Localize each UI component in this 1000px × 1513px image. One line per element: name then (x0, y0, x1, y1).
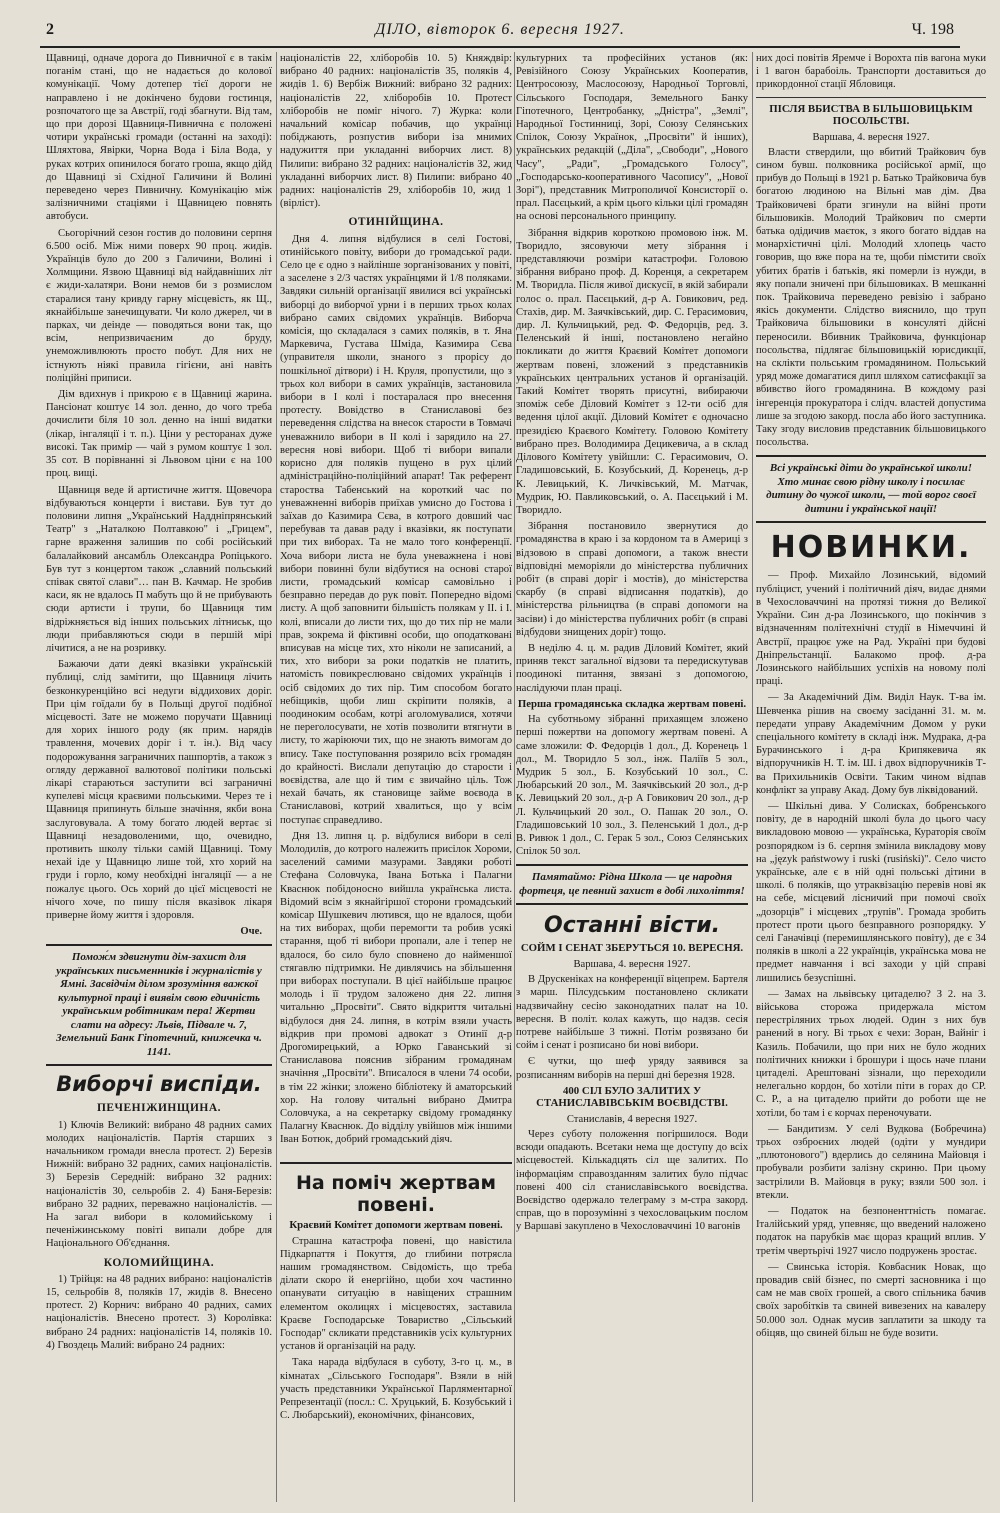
issue-number: Ч. 198 (911, 21, 954, 38)
region-heading: КОЛОМИЙЩИНА. (103, 1256, 215, 1269)
article-paragraph: Бажаючи дати деякі вказівки українській публиці, слід замітити, що Щавниця лічить безконкуренційно всі недуги віддихових доріг. При цім гоїдали бу в Польщі другої подібної місцевості. Зате не можемо поручати Щавниці для хорих іншого роду (як прим. нарядів травлення, мочевих доріг і т. ін.). Від часу подорожування заграничних пашпортів, а також з огляду державної валютової політики польські лікарі стараються заступити всі заграничні купелеві місця краєвими польськими. Через те і Щавниця припинуть більше значіння, якби вона заслуговувала. А тому богато людей вертає зі Щавниці незадоволеними, що, очевидно, противить школу тільки самій Щавниці. Тому нехай іде у Щавницю лише той, хто хорий на груди і горло, кому необхідні інгаляції — а не пожалує цього. Ось хорий до цієї місцевості не нічого хоче, по пишу після вказівок лікаря приверне йому життя і здоровля. (46, 659, 272, 921)
article-signature: Оче. (240, 926, 262, 938)
appeal-box: Помож́м здвигнути дім-захист для українських письменників і журналістів у Ямні. Засвідчім ділом зрозуміння важкої культурної праці і виявім свою едичність українським робітникам пера! Жертви слати на адресу: Львів, Підвале ч. 7, Земельний Банк Гіпотечний, книжечка ч. 1141. (46, 944, 272, 1066)
article-paragraph: Дня 13. липня ц. р. відбулися вибори в селі Молодилів, до котрого належить присілок Хороми, заселений самими мазурами. Завдяки роботі Стефана Соловчука, Івана Ботька і Палагни Кваснюк побідоносно вийшла українська листа. Відомий всім з якнайгіршої сторони громадський комісар Шушкевич лютився, що не вдалося, щоби на тих виборах, щоби перемогти та робив усякі старання, щоб ті вибори пропали, але і тепер не вдалося, бо сило було сповнено до найменшої стягавлю підтримки. Не дивлячись на збільшення при виборах поступали. В цієї найбільше працює молодь і її трудом заложено дня 22. липня читальню „Просвіти". Свято відкриття читальні відбулося дня 24. липня, в котрім взяли участь відкрив при промові адвокат з Отинії д-р Дрогомирецький, а Юрко Гаванський зі Станиславова пояснив зібраним громадянам значіння „Просвіти". Вписалося в члени 74 особи, в тім 22 жінки; зложено бібліотеку й аматорський хор. На голову читальні вибрано Дмитра Соловчука, а на секретарку свідому громадянку Палагну Кваснюк. До відділу увійшов між іншими Іван Ботюк, добрий громадський діяч. (280, 830, 512, 1146)
dateline: Варшава, 4. вересня 1927. (812, 131, 930, 143)
column-divider (276, 52, 277, 1502)
article-paragraph: 1) Трійця: на 48 радних вибрано: націоналістів 15, сельробів 8, поляків 17, жидів 8. Внесено протест. 2) Корнич: вибрано 40 радних, самих націоналістів. Внесено протест. 3) Королівка: вибрано 24 радних: націоналістів 14, поляків 10. 4) Гвоздець Малий: вибрано 24 радних: (46, 1273, 272, 1351)
dateline: Варшава, 4. вересня 1927. (573, 958, 691, 970)
column-divider (752, 52, 753, 1502)
dateline: Станиславів, 4 вересня 1927. (566, 1113, 698, 1125)
newspaper-title: ДІЛО, вівторок 6. вересня 1927. (375, 21, 625, 38)
column-2 (280, 52, 512, 1156)
news-item: — Бандитизм. У селі Вудкова (Бобречина) трьох озброєних людей (одіти у мундири „плютонового") вдерлись до селянина Майовця і пробували розбити залізну скриню. При цьому застрілили В. Майовця в руку; взяли 500 зол. і втекли. (756, 1123, 986, 1201)
article-paragraph: Зібрання постановило звернутися до громадянства в краю і за кордоном та в Америці з відзовою в справі допомоги, а також внести відповідні меморіяли до міністерства публичних робіт (в справі доріг і мостів), до міністерства скарбу (в справі відписання податків), до міністерства рільництва (в справі допомоги на засіви) і до міністерства публичних робіт (в справі відбудови знищених доріг) тощо. (516, 521, 748, 638)
news-item: — Податок на безпоненттність помагає. Італійський уряд, упевняє, що введений наложено податок на парубків має щораз кращий вплив. У третім чвертьрічі 1927 число подружень зростає. (756, 1206, 986, 1257)
appeal-box: Всі українські діти до української школи! Хто минає свою рідну школу і посилає дитину до чужої школи, — той ворог своєї дитини і української нації! (756, 455, 986, 523)
news-heading: СОЙМ І СЕНАТ ЗБЕРУТЬСЯ 10. ВЕРЕСНЯ. (520, 942, 744, 955)
article-paragraph: На суботньому зібранні прихаящем зложено перші пожертви на допомогу жертвам повені. А саме зложили: Ф. Федорців 1 дол., Д. Коренець 1 дол., М. Творидло 5 зол., інж. Паліїв 5 зол., Мудрик 5 зол., Б. Козубський 10 зол., С. Любарський 20 зол., М. Заячківський 20 зол., д-р К. Левицький 20 зол., д-р А Говикович 20 зол., д-р Л. Кульчицький 20 зол., О. Пашак 20 зол., О. Гладишовський 10 зол., З. Пеленський 1 дол., д-р В. Ривюк 1 дол., С. Герак 5 зол., Союз Селянських Спілок 50 зол. (516, 714, 748, 858)
page-number: 2 (46, 21, 54, 38)
article-paragraph: Є чутки, що шеф уряду заявився за розписанням виборів на перші дні березня 1928. (516, 1056, 748, 1081)
article-paragraph: Сьогорічний сезон гостив до половини серпня 6.500 осіб. Між ними поверх 90 проц. жидів. Українців було до 200 з Галичини, Волині і Холмщини. Язвою Щавниці від найдавніших літ є жиди-халатяри. Вони немов би з розмислом старалися тану кривду гарну місцевість, як Щ., якнайбільше занечищувати. Чи коло джерел, чи в парках, чи деінде — поводяться вони так, що всім, непризвичаєним до бруду, унеможливлюють просто побут. Для них не істнують ніякі правила гігієни, ані навіть поліційні приписи. (46, 227, 272, 384)
article-paragraph: Щавниці, одначе дорога до Пивничної є в такім поганім стані, що не надається до колової комунікації. Чому дотепер тієї дороги не направлено і не докінчено будови гостинця, розпочатого ще за Австрії, годі збагнути. Від там, що при дорозі Щавниця-Пивнична є положені чотири українські громади (останні на заході): Шляхтова, Явірки, Чорна Вода і Біла Вода, у руках котрих опинилося богато гроша, якщо дійд до Щавниці зі Східної Галичини й Волині переведено через Пивничну. Комунікацію між залізничними стаціями і Щавницею повнять автобуси. (46, 53, 272, 223)
column-divider (514, 52, 515, 1502)
article-paragraph: Дня 4. липня відбулися в селі Гостові, отинійського повіту, вибори до громадської ради. Село це є одно з найлінше зорганізованих у повіті, а заселене з 2/3 частях українцями й 1/8 поляками. Завдяки сильній організації явилися всі українські виборці до виборчої урни і в перших трьох колах вибрано самих свідомих українців. Виборча комісія, що складалася з самих поляків, в т. Яна Маркевича, Густава Шміда, Казимира Сєва (управителя школи, знаного з прорісу до пошкільної дітвори) і Н. Круля, пропустили, що з трьох кол вибори в самих українців, застановила вибори в I колі і постаралася про внесення протесту. Вовідство в Станиславові без переведення слідства на внесок старости в Товмачі уневажнило вибори в II колі і зарядило на 27. вересня нові вибори. Щоб ті вибори випали корисно для поляків пущено в рух цілий адміністраційно-поліційний апарат! Так референт староства Табенський на короткий час по уневажненні виборів приїхав умисно до Гостова і заїхав до Казимира Сєва, в котрого довший час перебував та давав раду і вказівки, як поступати при тих виборах. Та не мало того конференції. Хоча вибори листа не була уневажнена і нові вибори повинні були відбутися на основі старої листи, громадський комісар самовільно і безправно передав до рук повіт. Попередно відомі листу. А щоб заповнити більшість полякам у II. і I. колі, вписали до листи тих, що до тих пір не мали прав, зокрема й фіктивні особи, що оподатковані вписував на місце тих, хто ніколи не записаний, а тих, хто вибори за роки податків не платить, натомість повикреслювано свідомих українців і осіб свідомих до тих пір. Тим способом богато небіщиків, щоби лиш скріпити поляків, а поодиноким особам, котрі аголомувалися, хотячи не переголосувати, не хотів позволити втягнути в листу, то жаріюючи тих, що не знають вимогам до впису. Таке поступовання розярило всіх громадян до крайності. Вислали депутацію до старости і воєвідства, але що й тим є звичайно ціль. Тож нехай бачать, як становище займе воєвода в Станиславові, котрий хвалиться, що у всім поступає справедливо. (280, 233, 512, 826)
masthead (40, 18, 960, 48)
section-headline: Останні вісти. (544, 913, 720, 939)
section-headline: НОВИНКИ. (770, 530, 972, 566)
article-paragraph: Така нарада відбулася в суботу, 3-го ц. м., в кімнатах „Сільського Господаря". Взяли в ній участь представники Української Парляментарної Репрезентації (посл.: С. Хруцький, Б. Козубський і С. Любарський), економічних, фінансових, (280, 1357, 512, 1422)
region-heading: ОТИНІЙЩИНА. (348, 216, 444, 229)
news-heading: 400 СІЛ БУЛО ЗАЛИТИХ У СТАНИСЛАВІВСЬКІМ ВОЄВІДСТВІ. (536, 1084, 728, 1110)
region-heading: ПЕЧЕНІЖИНЩИНА. (96, 1102, 222, 1115)
article-paragraph: В неділю 4. ц. м. радив Діловий Комітет, який приняв текст загальної відзови та передискутував поодинокі питання, звязані з допомогою, наслідуючи план праці. (516, 642, 748, 694)
column-1 (46, 52, 272, 1507)
article-headline: На поміч жертвам повені. (295, 1172, 496, 1216)
divider-rule (756, 97, 986, 98)
section-headline: Виборчі виспіди. (56, 1072, 262, 1097)
column-4 (756, 52, 986, 1507)
article-subheadline: Краєвий Комітет допомоги жертвам повені. (289, 1219, 503, 1231)
article-paragraph: націоналістів 22, хліборобів 10. 5) Княждвір: вибрано 40 радних: націоналістів 35, поляків 4, жидів 1. 6) Вербіж Вижний: вибрано 32 радних: націоналістів 22, хліборобів 10. Протест хліборобів не поміг нічого. 7) Журка: коли начальний комісар побачив, що українці побіджають, розпустив вибори іза мнимих надужиття при укладанні виборчих лист. 8) Пилипи: вибрано 32 радних: націоналістів 32, жид укладанні виборчих лист. 8) Пилипи: вибрано 40 радних: націоналістів 29, хліборобів 10, жид 1 (вірліст). (280, 53, 512, 210)
article-paragraph: В Друскеніках на конференції віцепрем. Бартеля з марш. Пілсудським постановлено скликати надзвичайну сесію законодатних палат на 10. вересня. В політ. колах кажуть, що надзв. сесія потреве найбільше 3 тижні. Потім розвязано би сойм і сенат і розписано би нові вибори. (516, 974, 748, 1052)
article-paragraph: них досі повітів Яремче і Ворохта пів вагона муки і 1 вагон барабоіль. Транспорти доставиться до прикордонної стації Ябловиця. (756, 53, 986, 91)
article-paragraph: 1) Ключів Великий: вибрано 48 радних самих молодих націоналістів. Партія старших з начальником громади внесла протест. 2) Березів Нижній: вибрано 32 радних, самих націоналістів. 3) Березів Середній: вибрано 32 радних: націоналістів 30, сельробів 2. 4) Баня-Березів: вибрано 32 радних, переважно націоналістів. — На загал вибори в коломийському і печеніжинському повіті випали добре для Національного Об'єднання. (46, 1119, 272, 1250)
news-heading: ПІСЛЯ ВБИСТВА В БІЛЬШОВИЦЬКІМ ПОСОЛЬСТВІ. (769, 102, 973, 128)
flood-relief-article (280, 1162, 512, 1513)
news-item: — Свинська історія. Ковбасник Новак, що провадив свій бізнес, по смерті засновника і що сам не мав своїх грошей, а свого спільника бачив своїх заробітків та свиней вивезених на кавалеру 50.000 зол. Однак мусив заплатити за шкоду та обіцяв, що свиней більш не буде возити. (756, 1261, 986, 1339)
article-paragraph: Щавниця веде й артистичне життя. Щовечора відбуваються концерти і вистави. Був тут до половини липня „Український Наддніпрянський Театр" з „Наталкою Полтавкою" і „Грицем", гарне враження залишив по собі російський балалайковий ансамбль Олександра Ропіцького. Був тут з концертом також „славний польський співак святої слави"… пан В. Качмар. Не зробив каси, як не вдалось П мабуть що й не прибувають сюди артисти і трупи, бо Щавниця тим відріжняється від інших польських літниськ, що люди прибавляються сюди в першій мірі лічитися, а не на розривку. (46, 484, 272, 654)
article-paragraph: Через суботу положення погіршилося. Води всюди опадають. Всетаки нема ще доступу до всіх місцевостей. Кількадцять сіл ще залитих. По інформаціям справозданням залитих було підчас повені 400 сіл станиславівського воєвідства. Воєвідство одержало телеграму з м-стра закорд. справ, що в порозумінні з чехословацьким послом у Варшаві закуплено в Чехословаччині 10 вагонів (516, 1129, 748, 1233)
article-paragraph: культурних та професійних установ (як: Ревізійного Союзу Українських Кооператив, Центросоюзу, Маслосоюзу, Народньої Торговлі, Сільського Господаря, Земельного Банку Гіпотечного, Центробанку, „Дністра", „Землі", Народньої Гостинниці, Зорі, Союзу Селянських Спілок, Союзу Українок, „Просвіти" й інших), українських редакцій („Діла", „Свободи", „Нового Часу", „Ради", „Громадського Голосу", „Господарсько-кооперативного Часопису", „Нової Зорі"), представник Митрополичої Консисторії о. прал. Пасєцький, а крім цього кільки цілі громадян на основі персонального принципу. (516, 53, 748, 223)
appeal-box: Памятаймо: Рідна Школа — це народня фортеця, це певний захист в добі лихоліття! (516, 864, 748, 905)
article-paragraph: Власти ствердили, що вбитий Трайкович був сином бувш. полковника російської армії, що прибув до Польщі в 1921 р. Батько Трайковича був богатою людиною на Вільні мав дім. Два Трайковичеві брати згинули на війні проти більшовиків. Молодий Трайкович по смерти батька одідичив маєток, з якого богато віддав на монархістичні цілі. Молодий хлопець часто говорив, що вже пора на те, щоби пімстити своїх убитих братів і батьків, які померли із нужди, в яку попали зничені при більшовиках. В мешканні пок. Трайковича переведено ревізію і забрано якісь документи. Слідство вияснило, що труп Трайковича більшовики в консуляті дійсні переносили. Вбивник Трайковича, функціонар посольства, підлягає більшовицькій юрисдикції, на склікти польським громадянином. Польський уряд може домагатися дипл шляхом сатисфакції за вбивство його громадянина. В кождому разі інгеренція прокуратора і слідч. властей допустима лише за згодою закорд. посла або його заступника. Таку згоду висловив представник більшовицького посольства. (756, 146, 986, 449)
news-item: — Проф. Михайло Лозинський, відомий публіцист, учений і політичний діяч, видає днями в Чехословаччині на протязі тижня до Великої України. Син д-ра Лозинського, що покінчив з відзначенням політехнічні студії в Німеччині й Австрії, працює уже на Рад. Україні при будові Дніпрельстанції. Балакомо проф. д-ра Лозинського найбільших успіхів на новому полі праці. (756, 570, 986, 688)
news-item: — Шкільні дива. У Солисках, бобренського повіту, де в народній школі була до цього часу викладовою мовою — українська, Кураторія своїм розпорядком із 6. серпня змінила викладову мову на „język państwowy i ruski (rusiński)". Село чисто українське, але є в ній одні польські дітини в школі. 6 поляків, що утраквізацію перевів нові як на себе, місцевий лісничий при помочі своїх „дозорців" і місцевих „трупів". Громада зробить протест проти цього безправного розпорядку. У селі Ганачівці (перемишлянського повіту), де є 34 поляків в школі а 22 українців, українська мова не предмет навчання і всі заходи у цій справі лишились безуспішні. (756, 800, 986, 984)
article-subheadline: Перша громадянська складка жертвам повені. (517, 697, 747, 710)
article-paragraph: Зібрання відкрив короткою промовою інж. М. Творидло, зясовуючи мету зібрання і представляючи розміри катастрофи. Головою зібрання вибрано проф. Д. Коренця, а секретарем М. Творидла. Після живої дискусії, в якій забирали голос о. прал. Пасєцький, д-р А. Говикович, ред. Стахів, дир. М. Заячківський, дир. С. Герасимович, дир. Л. Кульчицький, ред. Ф. Федорців, ред. З. Пеленський й інші, постановлено негайно покликати до життя Краєвий Комітет допомоги жертвам повені, зложений з представників українських центральних установ й організацій. Такий Комітет творять присутні, вибираючи зпоміж себе Діловий Комітет з 12-ти осіб для ведення цілої акції. Діловий Комітет є одночасно президією Краєвого Комітету. Головою Комітету вибрано през. Володимира Децикевича, а в склад Ділового Комітету увійшли: С. Герасимович, О. Гладишовський, Б. Козубський, Д. Коренець, д-р К. Левицький, К. Личківський, М. Матчак, Мудрик, Ю. Павликовський, о. А. Пасєцький і М. Творидло. (516, 227, 748, 516)
news-item: — Замах на львівську цитаделю? З 2. на 3. військова сторожа придержала містом перестріляних трьох людей. Один з них був ранений в ногу. Ві трьох є чехи: Зоран, Вайніг і Казиль. Побачили, що при них не було жодних політичних книжки і брошури і щось наче плани цитаделі. Арештовані зізнали, що переходили нелегально кордон, бо хотіли піти в горах до СР. С. Р., а на цитаделю прийти до роботи ще не хотіли, бо там і є корчах переночувати. (756, 988, 986, 1119)
column-3 (516, 52, 748, 1507)
article-paragraph: Дім вдихнув і прикрою є в Щавниці жарина. Пансіонат коштує 14 зол. денно, до чого треба дочислити біля 10 зол. денно на інші видатки (лікар, інгаляції і т. п.). Ціни у ресторанах дуже високі. Так примір — чай з румом коштує 1 зол. 35 сот. В порівнанні зі Львовом ціни є на 100 проц. вищі. (46, 389, 272, 480)
article-paragraph: Страшна катастрофа повені, що навістила Підкарпаття і Покуття, до глибини потрясла нашим громадянством. Свідомість, що треба ділати скоро й енергійно, щоби хоч частинно опанувати ситуацію в навіщених страшним елементом околицях і місцевостях, заставила Краєве Господарське Товариство „Сільський Господар" скликати представників усіх культурних установ й організацій на раду. (280, 1235, 512, 1353)
news-item: — За Академічний Дім. Виділ Наук. Т-ва ім. Шевченка рішив на своєму засіданні 31. м. м. передати управу Академічним Домом у руки спеціального комітету в складі інж. Мудрака, д-ра Бурачинського і д-ра Крипякевича як відпоручників Н. Т. ім. Ш. і двох відпоручників Т-ва Прихильників Освіти. Таким чином відпав конфлікт за управу Акад. Дому був ліквідований. (756, 692, 986, 796)
